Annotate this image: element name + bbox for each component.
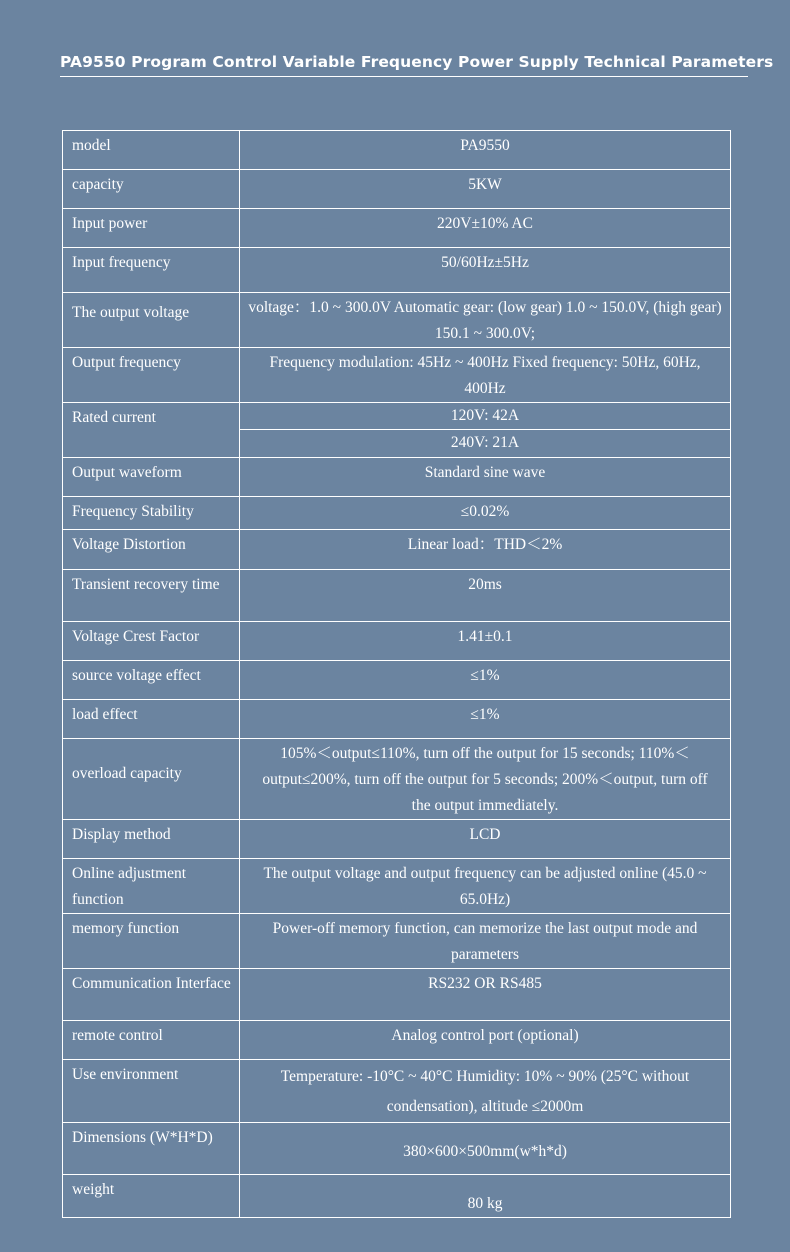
row-label: Voltage Distortion bbox=[63, 530, 240, 570]
table-row-rated-current bbox=[63, 403, 731, 458]
row-label: Voltage Crest Factor bbox=[63, 622, 240, 661]
table-row-transient-recovery bbox=[63, 570, 731, 622]
row-label: Dimensions (W*H*D) bbox=[63, 1123, 240, 1175]
row-label: overload capacity bbox=[63, 739, 240, 820]
row-value: Power-off memory function, can memorize the last output mode and parameters bbox=[240, 914, 731, 969]
row-label: Communication Interface bbox=[63, 969, 240, 1021]
table-row-frequency-stability bbox=[63, 497, 731, 530]
rated-current-values bbox=[240, 403, 731, 458]
row-label: capacity bbox=[63, 170, 240, 209]
rated-current-240v: 240V: 21A bbox=[240, 429, 730, 456]
table-row-memory-function bbox=[63, 914, 731, 969]
row-label: Transient recovery time bbox=[63, 570, 240, 622]
row-label: Display method bbox=[63, 820, 240, 859]
row-label: load effect bbox=[63, 700, 240, 739]
table-row-output-waveform bbox=[63, 458, 731, 497]
row-value: 5KW bbox=[240, 170, 731, 209]
table-row-use-environment bbox=[63, 1060, 731, 1123]
row-label: source voltage effect bbox=[63, 661, 240, 700]
row-label: Output waveform bbox=[63, 458, 240, 497]
row-label: remote control bbox=[63, 1021, 240, 1060]
row-label: Output frequency bbox=[63, 348, 240, 403]
table-row-capacity bbox=[63, 170, 731, 209]
table-row-load-effect bbox=[63, 700, 731, 739]
table-row-input-power bbox=[63, 209, 731, 248]
row-value: 220V±10% AC bbox=[240, 209, 731, 248]
row-value: RS232 OR RS485 bbox=[240, 969, 731, 1021]
row-label: memory function bbox=[63, 914, 240, 969]
table-row-input-frequency bbox=[63, 248, 731, 293]
row-value: ≤0.02% bbox=[240, 497, 731, 530]
row-value: The output voltage and output frequency can be adjusted online (45.0 ~ 65.0Hz) bbox=[240, 859, 731, 914]
table-row-output-frequency bbox=[63, 348, 731, 403]
row-value: Temperature: -10°C ~ 40°C Humidity: 10% ~ 90% (25°C without condensation), altitude ≤2000m bbox=[240, 1060, 731, 1123]
table-row-remote-control bbox=[63, 1021, 731, 1060]
row-value: PA9550 bbox=[240, 131, 731, 170]
rated-current-120v: 120V: 42A bbox=[450, 407, 520, 424]
row-label: Frequency Stability bbox=[63, 497, 240, 530]
row-value: 80 kg bbox=[240, 1175, 731, 1218]
row-value: Linear load：THD＜2% bbox=[240, 530, 731, 570]
title-underline bbox=[60, 76, 748, 77]
row-value: 380×600×500mm(w*h*d) bbox=[240, 1123, 731, 1175]
row-value: 50/60Hz±5Hz bbox=[240, 248, 731, 293]
row-label: Online adjustment function bbox=[63, 859, 240, 914]
row-value: Frequency modulation: 45Hz ~ 400Hz Fixed frequency: 50Hz, 60Hz, 400Hz bbox=[240, 348, 731, 403]
row-value: ≤1% bbox=[240, 700, 731, 739]
spec-table bbox=[62, 130, 731, 1218]
row-label: model bbox=[63, 131, 240, 170]
row-value: ≤1% bbox=[240, 661, 731, 700]
row-label: Input power bbox=[63, 209, 240, 248]
row-value: Standard sine wave bbox=[240, 458, 731, 497]
row-label: Rated current bbox=[63, 403, 240, 458]
table-row-display-method bbox=[63, 820, 731, 859]
row-label: The output voltage bbox=[63, 293, 240, 348]
table-row-online-adjustment bbox=[63, 859, 731, 914]
table-row-weight bbox=[63, 1175, 731, 1218]
table-row-dimensions bbox=[63, 1123, 731, 1175]
row-label: Use environment bbox=[63, 1060, 240, 1123]
row-label: Input frequency bbox=[63, 248, 240, 293]
row-value: 20ms bbox=[240, 570, 731, 622]
row-value: LCD bbox=[240, 820, 731, 859]
row-value: 105%＜output≤110%, turn off the output for 15 seconds; 110%＜output≤200%, turn off the output for 5 seconds; 200%＜output, turn off the output immediately. bbox=[240, 739, 731, 820]
row-label: weight bbox=[63, 1175, 240, 1218]
table-row-voltage-distortion bbox=[63, 530, 731, 570]
table-row-overload-capacity bbox=[63, 739, 731, 820]
table-row-model bbox=[63, 131, 731, 170]
page-title: PA9550 Program Control Variable Frequency Power Supply Technical Parameters bbox=[60, 53, 774, 71]
table-row-source-voltage-effect bbox=[63, 661, 731, 700]
table-row-communication-interface bbox=[63, 969, 731, 1021]
table-row-output-voltage bbox=[63, 293, 731, 348]
table-row-voltage-crest-factor bbox=[63, 622, 731, 661]
row-value: voltage：1.0 ~ 300.0V Automatic gear: (low gear) 1.0 ~ 150.0V, (high gear) 150.1 ~ 300.0V; bbox=[240, 293, 731, 348]
row-value: Analog control port (optional) bbox=[240, 1021, 731, 1060]
row-value: 1.41±0.1 bbox=[240, 622, 731, 661]
